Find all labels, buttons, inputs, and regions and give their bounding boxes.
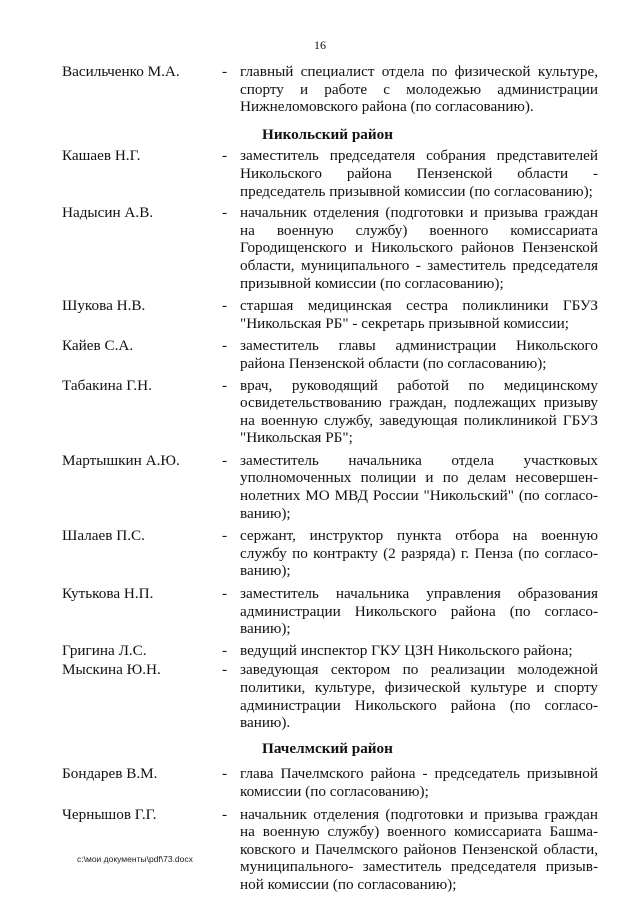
dash-separator: - [222,297,228,315]
member-entry [62,204,598,292]
dash-separator: - [222,585,228,603]
dash-separator: - [222,661,228,679]
member-position: заведующая сектором по реализации молодежной политики, культуре, физической культуре и спорту администрации Никольского района (по согласованию). [240,661,598,732]
member-entry [62,642,598,660]
member-name: Табакина Г.Н. [62,376,152,394]
member-name: Мартышкин А.Ю. [62,451,180,469]
member-entry [62,63,598,116]
dash-separator: - [222,147,228,165]
member-name: Шалаев П.С. [62,527,145,545]
member-position: начальник отделения (подготовки и призыва граждан на военную службу) военного комиссариата Башмаковского и Пачелмского районов Пензенской области, муниципального- заместитель председателя призывной комиссии (по согласованию); [240,805,598,893]
dash-separator: - [222,641,228,659]
dash-separator: - [222,451,228,469]
member-position: начальник отделения (подготовки и призыва граждан на военную службу) военного комиссариата Городищенского и Никольского районов Пензенской области, муниципального - заместитель председателя призывной комиссии (по согласованию); [240,204,598,292]
member-position: ведущий инспектор ГКУ ЦЗН Никольского района; [240,641,573,659]
member-name: Григина Л.С. [62,641,147,659]
member-entry [62,765,598,800]
member-name: Кайев С.А. [62,337,134,355]
member-entry [62,661,598,731]
member-entry [62,377,598,447]
member-position: заместитель начальника отдела участковых уполномоченных полиции и по делам несовершеннолетних МО МВД России "Никольский" (по согласованию); [240,451,598,522]
member-entry [62,147,598,200]
dash-separator: - [222,337,228,355]
member-position: старшая медицинская сестра поликлиники ГБУЗ "Никольская РБ" - секретарь призывной комиссии; [240,297,598,332]
dash-separator: - [222,765,228,783]
member-entry [62,806,598,894]
section-title-pachelma: Пачелмский район [262,739,393,757]
member-position: главный специалист отдела по физической культуре, спорту и работе с молодежью администрации Нижнеломовского района (по согласованию). [240,63,598,116]
member-name: Шукова Н.В. [62,297,146,315]
member-entry [62,452,598,522]
dash-separator: - [222,204,228,222]
dash-separator: - [222,805,228,823]
page-number: 16 [314,38,326,52]
member-position: глава Пачелмского района - председатель призывной комиссии (по согласованию); [240,765,598,800]
member-entry [62,527,598,580]
member-position: заместитель начальника управления образования администрации Никольского района (по согласованию); [240,585,598,638]
dash-separator: - [222,63,228,80]
member-name: Кашаев Н.Г. [62,147,141,165]
dash-separator: - [222,376,228,394]
commission-list [62,63,598,894]
dash-separator: - [222,527,228,545]
member-entry [62,585,598,638]
file-path-footer: c:\мои документы\pdf\73.docx [77,854,193,864]
member-position: врач, руководящий работой по медицинскому освидетельствованию граждан, подлежащих призыву на военную службу, заведующая поликлиникой ГБУЗ "Никольская РБ"; [240,376,598,447]
member-entry [62,297,598,332]
section-title-nikolsky: Никольский район [262,125,393,143]
member-name: Бондарев В.М. [62,765,158,783]
member-name: Надысин А.В. [62,204,154,222]
member-name: Чернышов Г.Г. [62,805,157,823]
member-entry [62,337,598,372]
member-name: Васильченко М.А. [62,63,180,80]
member-position: заместитель главы администрации Никольского района Пензенской области (по согласованию); [240,337,598,372]
member-name: Мыскина Ю.Н. [62,661,161,679]
member-position: сержант, инструктор пункта отбора на военную службу по контракту (2 разряда) г. Пенза (по согласованию); [240,527,598,580]
member-name: Кутькова Н.П. [62,585,154,603]
member-position: заместитель председателя собрания представителей Никольского района Пензенской области - председатель призывной комиссии (по согласованию); [240,147,598,200]
